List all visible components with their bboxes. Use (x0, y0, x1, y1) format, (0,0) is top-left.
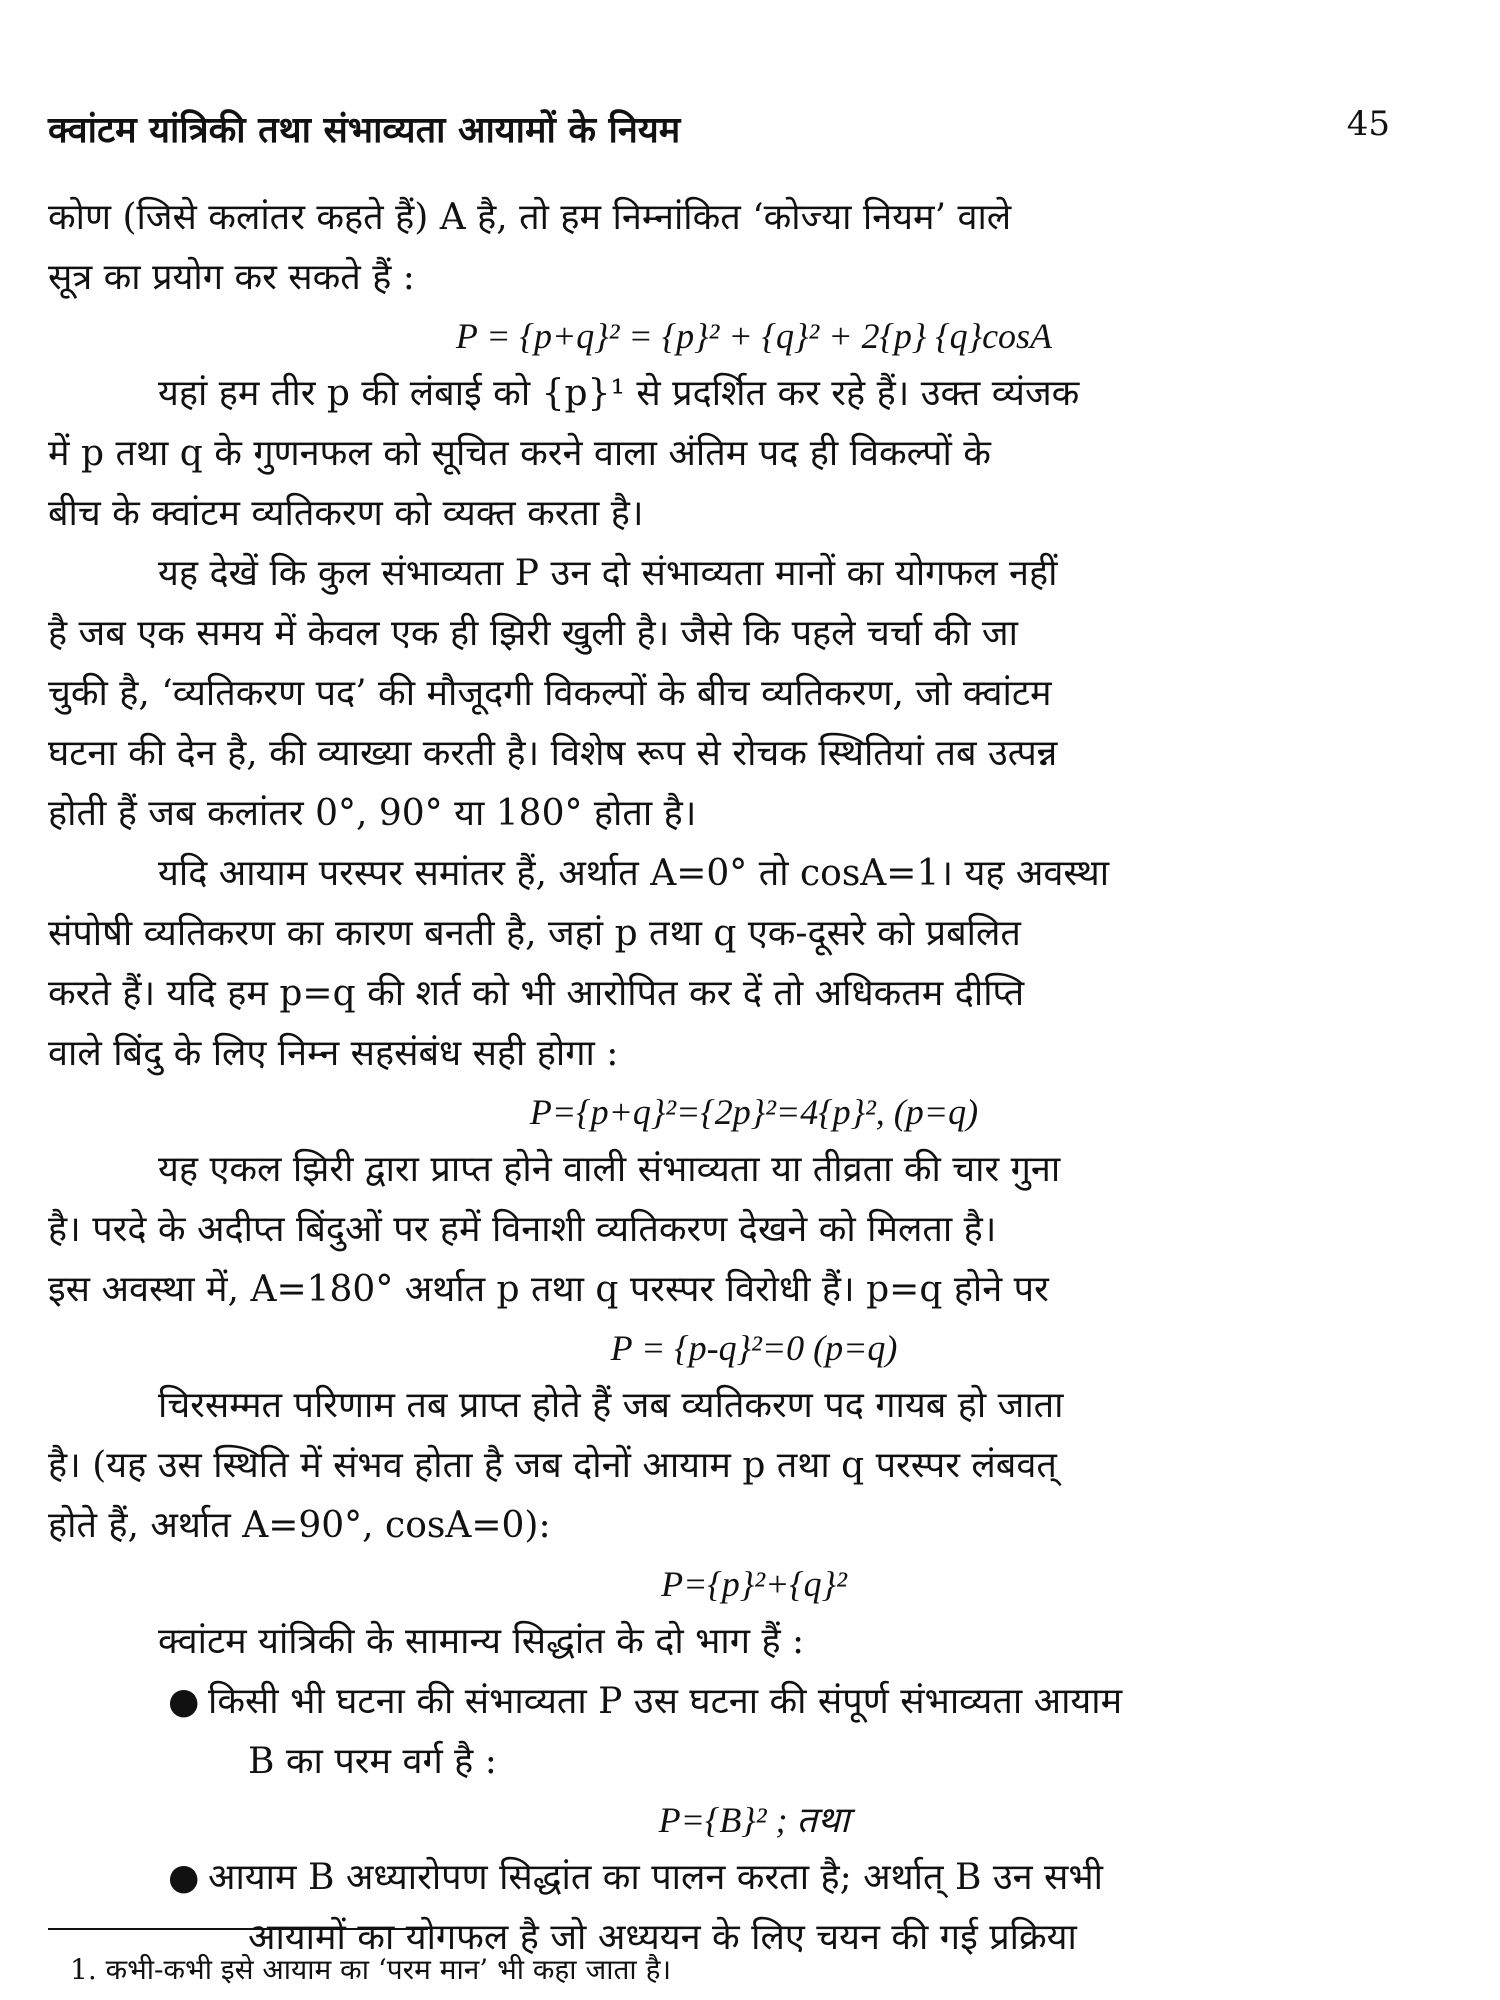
text-line: सूत्र का प्रयोग कर सकते हैं : (48, 257, 415, 298)
text-line: है। परदे के अदीप्त बिंदुओं पर हमें विनाशी व्यतिकरण देखने को मिलता है। (48, 1209, 997, 1250)
body-text (48, 188, 1460, 1968)
text-line: है जब एक समय में केवल एक ही झिरी खुली है। जैसे कि पहले चर्चा की जा (48, 613, 1018, 654)
text-line: यह देखें कि कुल संभाव्यता P उन दो संभाव्यता मानों का योगफल नहीं (158, 553, 1058, 594)
bullet-dot: ● (168, 1681, 200, 1722)
text-line: होती हैं जब कलांतर 0°, 90° या 180° होता है। (48, 793, 697, 834)
text-line: होते हैं, अर्थात A=90°, cosA=0): (48, 1505, 551, 1546)
equation: P={B}² ; तथा (658, 1800, 850, 1840)
bullet-item (48, 1672, 1460, 1732)
text-line: यह एकल झिरी द्वारा प्राप्त होने वाली संभाव्यता या तीव्रता की चार गुना (158, 1149, 1061, 1190)
running-header (48, 104, 1430, 160)
text-line: में p तथा q के गुणनफल को सूचित करने वाला अंतिम पद ही विकल्पों के (48, 433, 991, 474)
text-line: यदि आयाम परस्पर समांतर हैं, अर्थात A=0° तो cosA=1। यह अवस्था (158, 853, 1110, 894)
page-number: 45 (1346, 104, 1390, 144)
text-line: क्वांटम यांत्रिकी के सामान्य सिद्धांत के दो भाग हैं : (158, 1621, 805, 1662)
footnote: 1. कभी-कभी इसे आयाम का ‘परम मान’ भी कहा जाता है। (70, 1953, 672, 1986)
equation: P = {p-q}²=0 (p=q) (610, 1328, 898, 1368)
bullet-text: आयाम B अध्यारोपण सिद्धांत का पालन करता है; अर्थात् B उन सभी (208, 1857, 1103, 1898)
equation: P = {p+q}² = {p}² + {q}² + 2{p} {q}cosA (455, 316, 1053, 356)
text-line: यहां हम तीर p की लंबाई को {p}¹ से प्रदर्शित कर रहे हैं। उक्त व्यंजक (158, 373, 1080, 414)
text-line: संपोषी व्यतिकरण का कारण बनती है, जहां p तथा q एक-दूसरे को प्रबलित (48, 913, 1021, 954)
running-title: क्वांटम यांत्रिकी तथा संभाव्यता आयामों के नियम (48, 109, 681, 151)
equation: P={p}²+{q}² (661, 1564, 847, 1604)
text-line: चिरसम्मत परिणाम तब प्राप्त होते हैं जब व्यतिकरण पद गायब हो जाता (158, 1385, 1064, 1426)
bullet-text: किसी भी घटना की संभाव्यता P उस घटना की संपूर्ण संभाव्यता आयाम (208, 1681, 1123, 1722)
text-line: घटना की देन है, की व्याख्या करती है। विशेष रूप से रोचक स्थितियां तब उत्पन्न (48, 733, 1058, 774)
text-line: आयामों का योगफल है जो अध्ययन के लिए चयन की गई प्रक्रिया (248, 1917, 1077, 1958)
equation: P={p+q}²={2p}²=4{p}², (p=q) (529, 1092, 979, 1132)
text-line: बीच के क्वांटम व्यतिकरण को व्यक्त करता है। (48, 493, 644, 534)
text-line: वाले बिंदु के लिए निम्न सहसंबंध सही होगा : (48, 1033, 619, 1074)
text-line: चुकी है, ‘व्यतिकरण पद’ की मौजूदगी विकल्पों के बीच व्यतिकरण, जो क्वांटम (48, 673, 1052, 714)
footnote-rule (48, 1928, 428, 1930)
text-line: इस अवस्था में, A=180° अर्थात p तथा q परस्पर विरोधी हैं। p=q होने पर (48, 1269, 1049, 1310)
text-line: B का परम वर्ग है : (248, 1741, 497, 1782)
text-line: कोण (जिसे कलांतर कहते हैं) A है, तो हम निम्नांकित ‘कोज्या नियम’ वाले (48, 197, 1012, 238)
text-line: करते हैं। यदि हम p=q की शर्त को भी आरोपित कर दें तो अधिकतम दीप्ति (48, 973, 1025, 1014)
bullet-item (48, 1848, 1460, 1908)
bullet-dot: ● (168, 1857, 200, 1898)
text-line: है। (यह उस स्थिति में संभव होता है जब दोनों आयाम p तथा q परस्पर लंबवत् (48, 1445, 1057, 1486)
